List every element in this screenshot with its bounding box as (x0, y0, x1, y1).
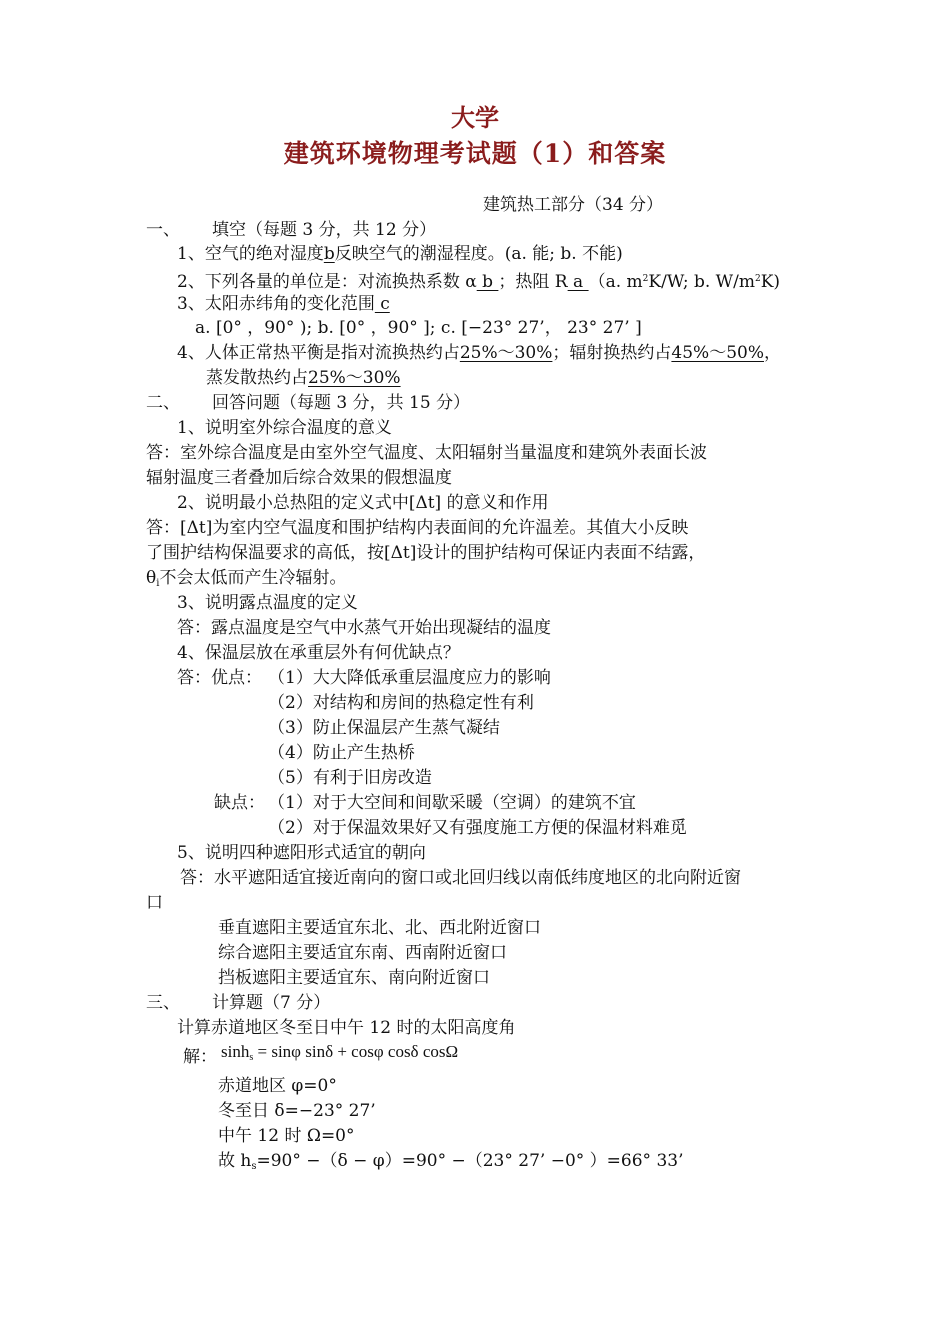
sec2-a4-disadvantage: （1）对于大空间和间歇采暖（空调）的建筑不宜 (268, 793, 636, 813)
sec3-solution-label: 解： (183, 1047, 217, 1067)
sec3-number: 三、 (146, 993, 180, 1013)
sec2-q2: 2、说明最小总热阻的定义式中[Δt] 的意义和作用 (177, 493, 549, 513)
step4-body: =90° −（δ − φ）=90° −（23° 27’ −0° ）=66° 33’ (256, 1151, 684, 1171)
sec2-a4-advantage: （1）大大降低承重层温度应力的影响 (268, 668, 551, 688)
exam-title: 建筑环境物理考试题（1）和答案 (283, 139, 667, 168)
sec1-q2-answer2: a (567, 272, 589, 292)
sec1-q1-prefix: 1、空气的绝对湿度 (177, 244, 324, 264)
sec2-a5-line2: 口 (146, 893, 163, 913)
sec2-q5: 5、说明四种遮阳形式适宜的朝向 (177, 843, 426, 863)
sec1-title: 填空（每题 3 分，共 12 分） (212, 220, 437, 240)
sec1-q2-sup1: 2 (642, 274, 649, 284)
formula-prefix: sinh (221, 1042, 250, 1061)
sec1-q1-answer: b (323, 244, 335, 264)
sec1-q2-sup2: 2 (754, 274, 761, 284)
sec2-a2-line2: 了围护结构保温要求的高低，按[Δt]设计的围护结构可保证内表面不结露， (146, 543, 706, 563)
sec1-q2-option-a: （a. m (588, 272, 643, 292)
sec2-a2-line1: 答：[Δt]为室内空气温度和围护结构内表面间的允许温差。其值大小反映 (146, 518, 689, 538)
sec1-q4-middle: ；辐射换热约占 (552, 343, 672, 363)
sec1-q1-suffix: 反映空气的潮湿程度。(a. 能; b. 不能) (334, 244, 623, 264)
sec2-a4-advantage: （2）对结构和房间的热稳定性有利 (268, 693, 534, 713)
sec1-q3 (177, 292, 390, 316)
step4-prefix: 故 h (218, 1151, 252, 1171)
sec2-a5-line3: 垂直遮阳主要适宜东北、北、西北附近窗口 (218, 918, 541, 938)
sec2-a4-advantage: （5）有利于旧房改造 (268, 768, 432, 788)
sec1-q4-end: ， (763, 343, 781, 363)
sec1-number: 一、 (146, 220, 180, 240)
sec2-a5-line4: 综合遮阳主要适宜东南、西南附近窗口 (218, 943, 507, 963)
sec2-q4: 4、保温层放在承重层外有何优缺点？ (177, 643, 460, 663)
section-part-heading: 建筑热工部分（34 分） (483, 195, 664, 215)
sec1-q2-prefix: 2、下列各量的单位是：对流换热系数 α (177, 272, 477, 292)
sec3-step2: 冬至日 δ=−23° 27’ (218, 1101, 376, 1121)
sec2-q3: 3、说明露点温度的定义 (177, 593, 358, 613)
sec2-a5-line1: 答：水平遮阳适宜接近南向的窗口或北回归线以南低纬度地区的北向附近窗 (180, 868, 741, 888)
sec2-title: 回答问题（每题 3 分，共 15 分） (212, 393, 471, 413)
sec1-q3-options: a. [0° ，90° ); b. [0° ，90° ]; c. [−23° 27’， 23° 27’ ] (195, 318, 642, 338)
sec2-a4-advantage: （3）防止保温层产生蒸气凝结 (268, 718, 500, 738)
sec2-q1: 1、说明室外综合温度的意义 (177, 418, 392, 438)
sec2-a4-advantages-label: 答：优点： (177, 668, 262, 688)
sec2-a1-line2: 辐射温度三者叠加后综合效果的假想温度 (146, 468, 452, 488)
sec1-q4-answer1: 25%～30% (459, 343, 553, 363)
sec2-a1-line1: 答：室外综合温度是由室外空气温度、太阳辐射当量温度和建筑外表面长波 (146, 443, 707, 463)
sec2-number: 二、 (146, 393, 180, 413)
theta-subscript: i (156, 578, 160, 589)
formula-subscript: s (249, 1052, 254, 1063)
sec1-q4-prefix: 4、人体正常热平衡是指对流换热约占 (177, 343, 460, 363)
sec2-a4-disadvantage: （2）对于保温效果好又有强度施工方便的保温材料难觅 (268, 818, 687, 838)
sec2-a4-disadvantages-label: 缺点： (214, 793, 265, 813)
sec3-title: 计算题（7 分） (212, 993, 331, 1013)
sec3-step4 (218, 1149, 684, 1179)
sec1-q2-option-c: K) (760, 272, 781, 292)
sec1-q2-middle: ；热阻 R (498, 272, 568, 292)
sec1-q1 (177, 242, 623, 266)
sec1-q4-line2 (206, 366, 401, 390)
sec1-q4-answer3: 25%～30% (308, 368, 401, 388)
sec3-question: 计算赤道地区冬至日中午 12 时的太阳高度角 (177, 1018, 516, 1038)
formula-body: = sinφ sinδ + cosφ cosδ cosΩ (253, 1042, 459, 1061)
sec2-a4-advantage: （4）防止产生热桥 (268, 743, 415, 763)
theta-symbol: θ (146, 568, 157, 588)
sec1-q4-answer2: 45%～50% (671, 343, 764, 363)
sec3-step1: 赤道地区 φ=0° (218, 1076, 337, 1096)
sec3-step3: 中午 12 时 Ω=0° (218, 1126, 355, 1146)
sec1-q2-answer1: b (476, 272, 499, 292)
sec1-q2 (177, 267, 780, 294)
step4-subscript: s (251, 1161, 257, 1172)
sec2-a2-line3-text: 不会太低而产生冷辐射。 (159, 568, 347, 588)
sec2-a5-line5: 挡板遮阳主要适宜东、南向附近窗口 (218, 968, 490, 988)
solar-altitude-formula (221, 1040, 458, 1070)
university-title: 大学 (451, 103, 499, 132)
sec1-q4-line2-prefix: 蒸发散热约占 (206, 368, 308, 388)
sec1-q3-prefix: 3、太阳赤纬角的变化范围 (177, 294, 375, 314)
sec1-q3-answer: c (374, 294, 390, 314)
sec1-q4 (177, 341, 781, 365)
sec1-q2-option-b: K/W; b. W/m (648, 272, 755, 292)
sec2-a3: 答：露点温度是空气中水蒸气开始出现凝结的温度 (177, 618, 551, 638)
